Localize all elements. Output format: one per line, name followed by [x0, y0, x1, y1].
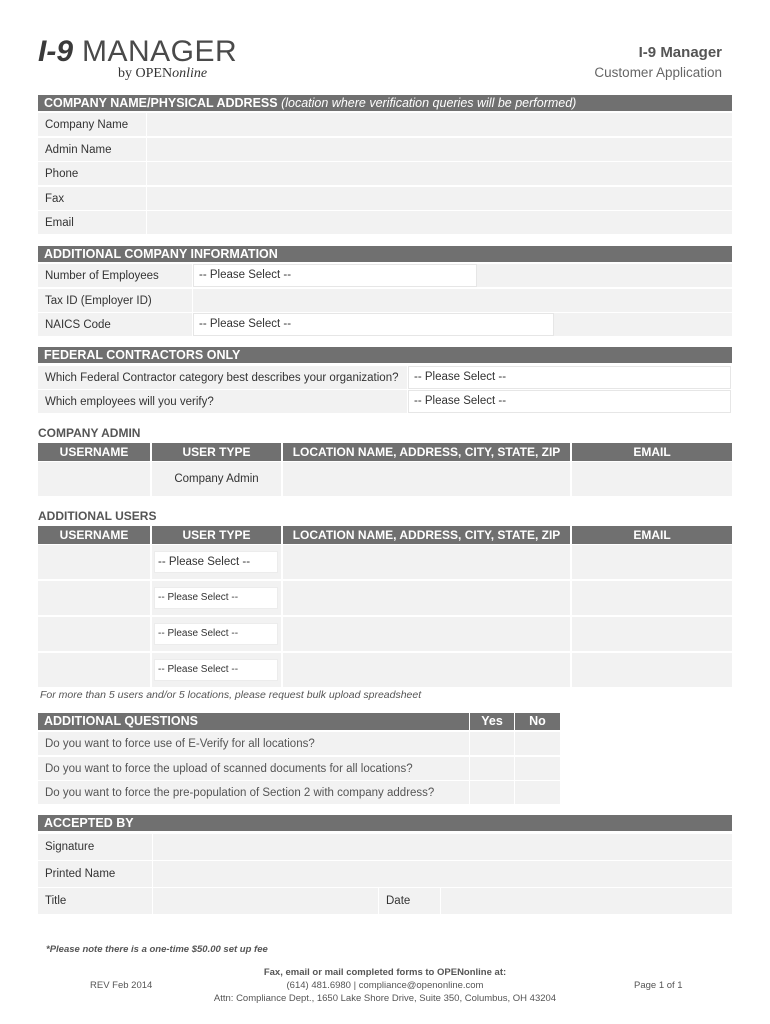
phone-row — [38, 162, 732, 186]
username-cell[interactable] — [38, 653, 152, 687]
logo-online: online — [172, 66, 208, 81]
user-type-select[interactable]: -- Please Select -- — [154, 659, 278, 681]
admin-location-cell[interactable] — [283, 462, 572, 496]
question-row — [38, 781, 560, 805]
taxid-field[interactable] — [193, 289, 732, 312]
employees-verify-select[interactable]: -- Please Select -- — [408, 390, 731, 413]
question-no-box[interactable] — [515, 781, 560, 804]
naics-row — [38, 313, 732, 337]
taxid-label: Tax ID (Employer ID) — [38, 289, 193, 312]
col-location: LOCATION NAME, ADDRESS, CITY, STATE, ZIP — [283, 443, 572, 461]
company-section-title: COMPANY NAME/PHYSICAL ADDRESS — [44, 96, 278, 110]
federal-q2-cell — [408, 390, 732, 413]
setup-fee-note: *Please note there is a one-time $50.00 set up fee — [46, 944, 268, 955]
document-subtitle: Customer Application — [594, 65, 722, 80]
admin-name-label: Admin Name — [38, 138, 147, 161]
location-cell[interactable] — [283, 653, 572, 687]
logo-manager: MANAGER — [82, 35, 238, 68]
question-yes-box[interactable] — [470, 757, 515, 780]
question-row — [38, 732, 560, 756]
questions-title: ADDITIONAL QUESTIONS — [38, 713, 470, 731]
signature-label: Signature — [38, 834, 153, 860]
col-username: USERNAME — [38, 526, 152, 544]
title-field[interactable] — [153, 888, 379, 914]
company-admin-row — [38, 462, 732, 498]
employees-select[interactable]: -- Please Select -- — [193, 264, 477, 287]
questions-no-header: No — [515, 713, 560, 731]
col-user-type: USER TYPE — [152, 443, 283, 461]
federal-q2-label: Which employees will you verify? — [38, 390, 408, 413]
bulk-upload-note: For more than 5 users and/or 5 locations, please request bulk upload spreadsheet — [40, 689, 422, 701]
company-section-note: (location where verification queries will be performed) — [281, 96, 577, 110]
table-row — [38, 581, 732, 617]
logo-by: by — [118, 66, 132, 81]
question-no-box[interactable] — [515, 757, 560, 780]
fax-label: Fax — [38, 187, 147, 210]
employees-row — [38, 264, 732, 288]
date-field[interactable] — [441, 888, 732, 914]
federal-q1-label: Which Federal Contractor category best describes your organization? — [38, 366, 408, 389]
company-name-label: Company Name — [38, 113, 147, 136]
col-user-type: USER TYPE — [152, 526, 283, 544]
location-cell[interactable] — [283, 581, 572, 615]
employees-label: Number of Employees — [38, 264, 193, 287]
contact-heading: Fax, email or mail completed forms to OPENonline at: — [263, 967, 507, 978]
company-admin-table-header — [38, 443, 732, 461]
printed-name-label: Printed Name — [38, 861, 153, 887]
admin-name-row — [38, 138, 732, 162]
questions-yes-header: Yes — [470, 713, 515, 731]
email-field[interactable] — [147, 211, 732, 234]
phone-field[interactable] — [147, 162, 732, 185]
title-date-row — [38, 888, 732, 915]
accepted-header: ACCEPTED BY — [38, 815, 732, 832]
federal-q1-row — [38, 366, 732, 390]
question-text: Do you want to force the upload of scanned documents for all locations? — [38, 757, 470, 780]
contact-line: (614) 481.6980 | compliance@openonline.com — [286, 980, 484, 991]
email-row — [38, 211, 732, 235]
user-type-select[interactable]: -- Please Select -- — [154, 623, 278, 645]
admin-name-field[interactable] — [147, 138, 732, 161]
email-cell[interactable] — [572, 653, 732, 687]
username-cell[interactable] — [38, 581, 152, 615]
federal-q2-row — [38, 390, 732, 414]
printed-name-row — [38, 861, 732, 888]
question-yes-box[interactable] — [470, 732, 515, 755]
fax-row — [38, 187, 732, 211]
page-number: Page 1 of 1 — [634, 980, 683, 991]
title-label: Title — [38, 888, 153, 914]
username-cell[interactable] — [38, 617, 152, 651]
question-no-box[interactable] — [515, 732, 560, 755]
logo-i9: I-9 — [38, 35, 74, 68]
naics-select[interactable]: -- Please Select -- — [193, 313, 554, 336]
naics-label: NAICS Code — [38, 313, 193, 336]
col-location: LOCATION NAME, ADDRESS, CITY, STATE, ZIP — [283, 526, 572, 544]
company-name-field[interactable] — [147, 113, 732, 136]
col-email: EMAIL — [572, 526, 732, 544]
user-type-cell — [152, 617, 283, 651]
additional-users-table-header — [38, 526, 732, 544]
location-cell[interactable] — [283, 617, 572, 651]
email-cell[interactable] — [572, 581, 732, 615]
col-email: EMAIL — [572, 443, 732, 461]
admin-user-type-cell: Company Admin — [152, 462, 283, 496]
user-type-cell — [152, 545, 283, 579]
table-row — [38, 617, 732, 653]
company-name-row — [38, 113, 732, 137]
fax-field[interactable] — [147, 187, 732, 210]
date-label: Date — [379, 888, 441, 914]
federal-category-select[interactable]: -- Please Select -- — [408, 366, 731, 389]
username-cell[interactable] — [38, 545, 152, 579]
admin-username-cell[interactable] — [38, 462, 152, 496]
email-cell[interactable] — [572, 617, 732, 651]
revision-label: REV Feb 2014 — [90, 980, 153, 991]
table-row — [38, 545, 732, 581]
signature-field[interactable] — [153, 834, 732, 860]
phone-label: Phone — [38, 162, 147, 185]
question-text: Do you want to force the pre-population of Section 2 with company address? — [38, 781, 470, 804]
question-yes-box[interactable] — [470, 781, 515, 804]
logo-open: OPEN — [135, 66, 173, 81]
email-label: Email — [38, 211, 147, 234]
table-row — [38, 653, 732, 689]
logo-by-openonline — [118, 66, 207, 82]
location-cell[interactable] — [283, 545, 572, 579]
additional-company-header: ADDITIONAL COMPANY INFORMATION — [38, 246, 732, 263]
federal-q1-cell — [408, 366, 732, 389]
email-cell[interactable] — [572, 545, 732, 579]
user-type-cell — [152, 653, 283, 687]
signature-row — [38, 834, 732, 861]
federal-header: FEDERAL CONTRACTORS ONLY — [38, 347, 732, 364]
user-type-select[interactable]: -- Please Select -- — [154, 587, 278, 609]
employees-cell — [193, 264, 732, 287]
document-title: I-9 Manager — [638, 44, 722, 61]
company-section-header — [38, 95, 732, 112]
question-row — [38, 757, 560, 781]
additional-users-title: ADDITIONAL USERS — [38, 509, 157, 523]
user-type-cell — [152, 581, 283, 615]
user-type-select[interactable]: -- Please Select -- — [154, 551, 278, 573]
company-admin-title: COMPANY ADMIN — [38, 426, 141, 440]
questions-header — [38, 713, 560, 731]
admin-email-cell[interactable] — [572, 462, 732, 496]
taxid-row — [38, 289, 732, 313]
naics-cell — [193, 313, 732, 336]
question-text: Do you want to force use of E-Verify for all locations? — [38, 732, 470, 755]
mailing-address: Attn: Compliance Dept., 1650 Lake Shore Drive, Suite 350, Columbus, OH 43204 — [213, 993, 557, 1004]
col-username: USERNAME — [38, 443, 152, 461]
printed-name-field[interactable] — [153, 861, 732, 887]
